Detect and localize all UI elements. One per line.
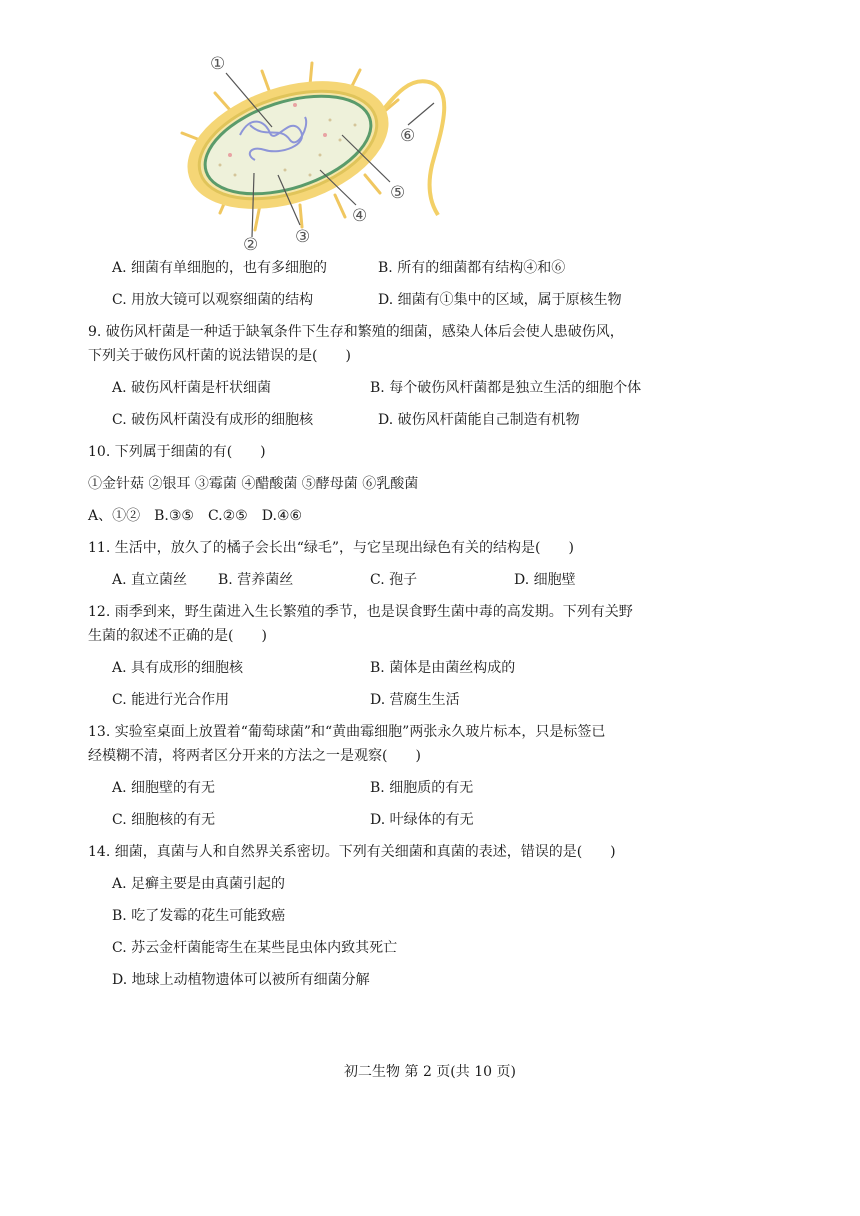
q12-option-b: B. 菌体是由菌丝构成的 — [370, 660, 516, 676]
q9-option-b: B. 每个破伤风杆菌都是独立生活的细胞个体 — [370, 380, 642, 396]
q9-option-d: D. 破伤风杆菌能自己制造有机物 — [378, 412, 580, 428]
q11-option-c: C. 孢子 — [370, 572, 418, 588]
diagram-label-2: ② — [243, 235, 259, 255]
q14-option-d: D. 地球上动植物遗体可以被所有细菌分解 — [112, 972, 370, 988]
q9-stem-line2: 下列关于破伤风杆菌的说法错误的是( ) — [88, 348, 351, 364]
q11-option-d: D. 细胞壁 — [514, 572, 576, 588]
q13-stem-line1: 13. 实验室桌面上放置着“葡萄球菌”和“黄曲霉细胞”两张永久玻片标本，只是标签已 — [88, 724, 606, 740]
flagellum — [375, 81, 444, 215]
diagram-label-4: ④ — [352, 206, 368, 226]
q9-stem-line1: 9. 破伤风杆菌是一种适于缺氧条件下生存和繁殖的细菌，感染人体后会使人患破伤风， — [88, 324, 624, 340]
q14-option-c: C. 苏云金杆菌能寄生在某些昆虫体内致其死亡 — [112, 940, 398, 956]
diagram-label-1: ① — [210, 54, 226, 74]
q11-option-a: A. 直立菌丝 — [112, 572, 188, 588]
diagram-label-3: ③ — [295, 227, 311, 247]
bacterium-structure-diagram — [170, 45, 470, 255]
q9-option-c: C. 破伤风杆菌没有成形的细胞核 — [112, 412, 314, 428]
q12-stem-line2: 生菌的叙述不正确的是( ) — [88, 628, 267, 644]
q12-option-d: D. 营腐生生活 — [370, 692, 460, 708]
q10-items: ①金针菇 ②银耳 ③霉菌 ④醋酸菌 ⑤酵母菌 ⑥乳酸菌 — [88, 476, 419, 492]
q13-stem-line2: 经模糊不清，将两者区分开来的方法之一是观察( ) — [88, 748, 421, 764]
diagram-label-5: ⑤ — [390, 183, 406, 203]
q13-option-c: C. 细胞核的有无 — [112, 812, 216, 828]
q8-option-a: A. 细菌有单细胞的，也有多细胞的 — [112, 260, 328, 276]
q8-option-c: C. 用放大镜可以观察细菌的结构 — [112, 292, 314, 308]
q13-option-b: B. 细胞质的有无 — [370, 780, 474, 796]
q11-option-b: B. 营养菌丝 — [218, 572, 294, 588]
q14-option-b: B. 吃了发霉的花生可能致癌 — [112, 908, 286, 924]
q9-option-a: A. 破伤风杆菌是杆状细菌 — [112, 380, 272, 396]
q8-option-b: B. 所有的细菌都有结构④和⑥ — [378, 260, 566, 276]
q12-option-a: A. 具有成形的细胞核 — [112, 660, 244, 676]
q8-option-d: D. 细菌有①集中的区域，属于原核生物 — [378, 292, 622, 308]
q14-option-a: A. 足癣主要是由真菌引起的 — [112, 876, 286, 892]
q10-stem: 10. 下列属于细菌的有( ) — [88, 444, 266, 460]
page-footer: 初二生物 第 2 页(共 10 页) — [344, 1064, 516, 1080]
q12-stem-line1: 12. 雨季到来，野生菌进入生长繁殖的季节，也是误食野生菌中毒的高发期。下列有关野 — [88, 604, 633, 620]
q14-stem: 14. 细菌，真菌与人和自然界关系密切。下列有关细菌和真菌的表述，错误的是( ) — [88, 844, 616, 860]
q13-option-d: D. 叶绿体的有无 — [370, 812, 474, 828]
q12-option-c: C. 能进行光合作用 — [112, 692, 230, 708]
q11-stem: 11. 生活中，放久了的橘子会长出“绿毛”，与它呈现出绿色有关的结构是( ) — [88, 540, 574, 556]
q13-option-a: A. 细胞壁的有无 — [112, 780, 216, 796]
q10-options: A、①② B.③⑤ C.②⑤ D.④⑥ — [88, 508, 302, 524]
diagram-label-6: ⑥ — [400, 126, 416, 146]
